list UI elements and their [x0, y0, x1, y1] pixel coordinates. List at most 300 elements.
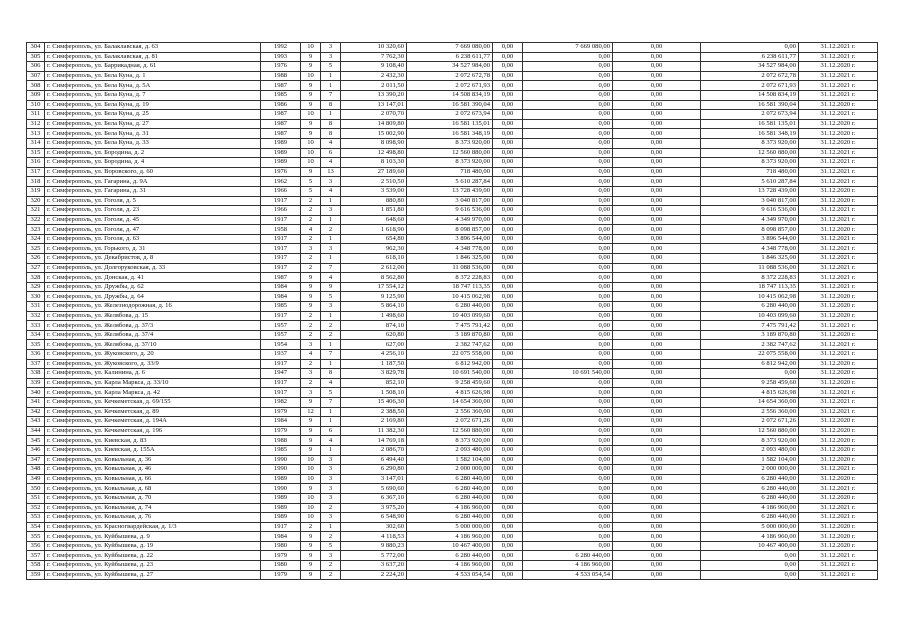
row-number: 323 [27, 225, 45, 235]
address-cell: г. Симферополь, ул. Желябова, д. 37/4 [45, 330, 261, 340]
address-cell: г. Симферополь, ул. Ковыльная, д. 46 [45, 465, 261, 475]
address-cell: г. Симферополь, ул. Гоголя, д. 23 [45, 206, 261, 216]
deadline-cell: 31.12.2021 г. [799, 350, 878, 360]
year-built-cell: 1980 [261, 541, 301, 551]
row-number: 340 [27, 388, 45, 398]
regional-funds-cell: 0,00 [523, 359, 613, 369]
table-row [27, 369, 878, 379]
floors-cell: 2 [301, 206, 321, 216]
floors-cell: 9 [301, 417, 321, 427]
year-built-cell: 1979 [261, 407, 301, 417]
housing-register-table [26, 42, 878, 580]
total-cost-cell: 8 373 920,00 [407, 436, 493, 446]
row-number: 314 [27, 138, 45, 148]
total-cost-cell: 10 467 400,00 [407, 541, 493, 551]
address-cell: г. Симферополь, ул. Гоголя, д. 5 [45, 196, 261, 206]
area-cell: 3 829,78 [341, 369, 407, 379]
table-row [27, 177, 878, 187]
table-row [27, 493, 878, 503]
address-cell: г. Симферополь, ул. Бородина, д. 4 [45, 158, 261, 168]
year-built-cell: 1917 [261, 234, 301, 244]
year-built-cell: 1987 [261, 110, 301, 120]
total-cost-cell: 6 280 440,00 [407, 513, 493, 523]
total-cost-cell: 2 072 671,93 [407, 81, 493, 91]
address-cell: г. Симферополь, ул. Бела Куна, д. 31 [45, 129, 261, 139]
regional-funds-cell: 0,00 [523, 62, 613, 72]
owner-funds-cell: 18 747 113,35 [701, 282, 799, 292]
deadline-cell: 31.12.2021 г. [799, 177, 878, 187]
year-built-cell: 1958 [261, 225, 301, 235]
entrances-cell: 3 [321, 551, 341, 561]
deadline-cell: 31.12.2020 г. [799, 369, 878, 379]
owner-funds-cell: 2 072 671,26 [701, 417, 799, 427]
local-funds-cell: 0,00 [613, 388, 701, 398]
deadline-cell: 31.12.2021 г. [799, 215, 878, 225]
year-built-cell: 1989 [261, 513, 301, 523]
floors-cell: 9 [301, 129, 321, 139]
area-cell: 17 554,12 [341, 282, 407, 292]
year-built-cell: 1989 [261, 148, 301, 158]
owner-funds-cell: 3 896 544,00 [701, 234, 799, 244]
floors-cell: 10 [301, 503, 321, 513]
floors-cell: 9 [301, 426, 321, 436]
deadline-cell: 31.12.2021 г. [799, 282, 878, 292]
federal-funds-cell: 0,00 [493, 196, 523, 206]
total-cost-cell: 6 280 440,00 [407, 484, 493, 494]
row-number: 343 [27, 417, 45, 427]
row-number: 355 [27, 532, 45, 542]
row-number: 329 [27, 282, 45, 292]
total-cost-cell: 12 560 880,00 [407, 148, 493, 158]
area-cell: 14 769,18 [341, 436, 407, 446]
row-number: 354 [27, 522, 45, 532]
address-cell: г. Симферополь, ул. Куйбышева, д. 9 [45, 532, 261, 542]
address-cell: г. Симферополь, ул. Ковыльная, д. 36 [45, 455, 261, 465]
deadline-cell: 31.12.2020 г. [799, 119, 878, 129]
regional-funds-cell: 0,00 [523, 129, 613, 139]
deadline-cell: 31.12.2020 г. [799, 522, 878, 532]
total-cost-cell: 7 475 791,42 [407, 321, 493, 331]
area-cell: 654,80 [341, 234, 407, 244]
year-built-cell: 1917 [261, 359, 301, 369]
federal-funds-cell: 0,00 [493, 407, 523, 417]
local-funds-cell: 0,00 [613, 455, 701, 465]
floors-cell: 12 [301, 407, 321, 417]
regional-funds-cell: 0,00 [523, 81, 613, 91]
entrances-cell: 2 [321, 532, 341, 542]
regional-funds-cell: 0,00 [523, 522, 613, 532]
total-cost-cell: 2 072 671,26 [407, 417, 493, 427]
federal-funds-cell: 0,00 [493, 321, 523, 331]
owner-funds-cell: 12 560 880,00 [701, 426, 799, 436]
owner-funds-cell: 34 527 984,00 [701, 62, 799, 72]
local-funds-cell: 0,00 [613, 119, 701, 129]
entrances-cell: 7 [321, 263, 341, 273]
address-cell: г. Симферополь, ул. Гоголя, д. 63 [45, 234, 261, 244]
entrances-cell: 7 [321, 350, 341, 360]
address-cell: г. Симферополь, ул. Гагарина, д. 31 [45, 186, 261, 196]
deadline-cell: 31.12.2021 г. [799, 52, 878, 62]
owner-funds-cell: 0,00 [701, 570, 799, 580]
entrances-cell: 1 [321, 254, 341, 264]
area-cell: 3 975,20 [341, 503, 407, 513]
table-row [27, 541, 878, 551]
address-cell: г. Симферополь, ул. Желябова, д. 15 [45, 311, 261, 321]
table-row [27, 263, 878, 273]
table-row [27, 215, 878, 225]
address-cell: г. Симферополь, ул. Красногвардейская, д. 1/3 [45, 522, 261, 532]
floors-cell: 9 [301, 167, 321, 177]
year-built-cell: 1917 [261, 311, 301, 321]
deadline-cell: 31.12.2021 г. [799, 484, 878, 494]
floors-cell: 2 [301, 321, 321, 331]
address-cell: г. Симферополь, ул. Желябова, д. 37/10 [45, 340, 261, 350]
regional-funds-cell: 0,00 [523, 196, 613, 206]
row-number: 310 [27, 100, 45, 110]
floors-cell: 2 [301, 234, 321, 244]
federal-funds-cell: 0,00 [493, 254, 523, 264]
local-funds-cell: 0,00 [613, 570, 701, 580]
local-funds-cell: 0,00 [613, 522, 701, 532]
area-cell: 5 690,60 [341, 484, 407, 494]
federal-funds-cell: 0,00 [493, 110, 523, 120]
local-funds-cell: 0,00 [613, 273, 701, 283]
regional-funds-cell: 0,00 [523, 100, 613, 110]
area-cell: 13 147,01 [341, 100, 407, 110]
year-built-cell: 1937 [261, 350, 301, 360]
row-number: 309 [27, 90, 45, 100]
owner-funds-cell: 4 186 960,00 [701, 503, 799, 513]
deadline-cell: 31.12.2021 г. [799, 244, 878, 254]
deadline-cell: 31.12.2020 г. [799, 129, 878, 139]
total-cost-cell: 14 654 360,00 [407, 397, 493, 407]
local-funds-cell: 0,00 [613, 350, 701, 360]
table-row [27, 81, 878, 91]
owner-funds-cell: 1 582 104,00 [701, 455, 799, 465]
floors-cell: 9 [301, 52, 321, 62]
row-number: 318 [27, 177, 45, 187]
year-built-cell: 1984 [261, 532, 301, 542]
row-number: 351 [27, 493, 45, 503]
entrances-cell: 4 [321, 273, 341, 283]
year-built-cell: 1980 [261, 561, 301, 571]
regional-funds-cell: 0,00 [523, 52, 613, 62]
floors-cell: 10 [301, 43, 321, 53]
federal-funds-cell: 0,00 [493, 100, 523, 110]
row-number: 334 [27, 330, 45, 340]
year-built-cell: 1992 [261, 43, 301, 53]
regional-funds-cell: 0,00 [523, 71, 613, 81]
table-row [27, 90, 878, 100]
regional-funds-cell: 0,00 [523, 234, 613, 244]
address-cell: г. Симферополь, ул. Куйбышева, д. 22 [45, 551, 261, 561]
owner-funds-cell: 8 373 920,00 [701, 436, 799, 446]
table-row [27, 388, 878, 398]
entrances-cell: 13 [321, 167, 341, 177]
total-cost-cell: 9 616 536,00 [407, 206, 493, 216]
floors-cell: 9 [301, 100, 321, 110]
deadline-cell: 31.12.2020 г. [799, 330, 878, 340]
deadline-cell: 31.12.2021 г. [799, 43, 878, 53]
regional-funds-cell: 6 280 440,00 [523, 551, 613, 561]
year-built-cell: 1979 [261, 551, 301, 561]
owner-funds-cell: 4 349 970,00 [701, 215, 799, 225]
owner-funds-cell: 8 373 920,00 [701, 138, 799, 148]
federal-funds-cell: 0,00 [493, 292, 523, 302]
entrances-cell: 4 [321, 378, 341, 388]
local-funds-cell: 0,00 [613, 43, 701, 53]
local-funds-cell: 0,00 [613, 186, 701, 196]
total-cost-cell: 4 348 778,00 [407, 244, 493, 254]
regional-funds-cell: 0,00 [523, 167, 613, 177]
regional-funds-cell: 0,00 [523, 445, 613, 455]
row-number: 337 [27, 359, 45, 369]
row-number: 344 [27, 426, 45, 436]
deadline-cell: 31.12.2021 г. [799, 321, 878, 331]
floors-cell: 9 [301, 541, 321, 551]
year-built-cell: 1962 [261, 177, 301, 187]
row-number: 317 [27, 167, 45, 177]
address-cell: г. Симферополь, ул. Баррикадная, д. 61 [45, 62, 261, 72]
row-number: 311 [27, 110, 45, 120]
year-built-cell: 1979 [261, 570, 301, 580]
deadline-cell: 31.12.2020 г. [799, 225, 878, 235]
table-row [27, 426, 878, 436]
floors-cell: 9 [301, 119, 321, 129]
entrances-cell: 3 [321, 244, 341, 254]
local-funds-cell: 0,00 [613, 436, 701, 446]
entrances-cell: 4 [321, 436, 341, 446]
year-built-cell: 1976 [261, 167, 301, 177]
local-funds-cell: 0,00 [613, 234, 701, 244]
address-cell: г. Симферополь, ул. Бела Куна, д. 5А [45, 81, 261, 91]
area-cell: 9 108,40 [341, 62, 407, 72]
local-funds-cell: 0,00 [613, 282, 701, 292]
total-cost-cell: 6 280 440,00 [407, 302, 493, 312]
table-row [27, 254, 878, 264]
total-cost-cell: 6 280 440,00 [407, 551, 493, 561]
total-cost-cell: 2 382 747,62 [407, 340, 493, 350]
area-cell: 8 103,30 [341, 158, 407, 168]
owner-funds-cell: 718 480,00 [701, 167, 799, 177]
owner-funds-cell: 6 280 440,00 [701, 493, 799, 503]
federal-funds-cell: 0,00 [493, 81, 523, 91]
owner-funds-cell: 2 072 672,78 [701, 71, 799, 81]
total-cost-cell: 6 280 440,00 [407, 474, 493, 484]
federal-funds-cell: 0,00 [493, 503, 523, 513]
owner-funds-cell: 11 088 536,00 [701, 263, 799, 273]
entrances-cell: 1 [321, 407, 341, 417]
address-cell: г. Симферополь, ул. Калинина, д. 6 [45, 369, 261, 379]
owner-funds-cell: 0,00 [701, 551, 799, 561]
deadline-cell: 31.12.2021 г. [799, 71, 878, 81]
owner-funds-cell: 9 616 536,00 [701, 206, 799, 216]
area-cell: 10 320,60 [341, 43, 407, 53]
entrances-cell: 1 [321, 359, 341, 369]
area-cell: 2 011,50 [341, 81, 407, 91]
table-row [27, 513, 878, 523]
federal-funds-cell: 0,00 [493, 43, 523, 53]
regional-funds-cell: 0,00 [523, 119, 613, 129]
deadline-cell: 31.12.2021 г. [799, 465, 878, 475]
local-funds-cell: 0,00 [613, 138, 701, 148]
row-number: 358 [27, 561, 45, 571]
area-cell: 9 880,23 [341, 541, 407, 551]
deadline-cell: 31.12.2020 г. [799, 311, 878, 321]
federal-funds-cell: 0,00 [493, 436, 523, 446]
table-row [27, 359, 878, 369]
address-cell: г. Симферополь, ул. Куйбышева, д. 23 [45, 561, 261, 571]
year-built-cell: 1979 [261, 426, 301, 436]
area-cell: 6 290,80 [341, 465, 407, 475]
address-cell: г. Симферополь, ул. Киевская, д. 83 [45, 436, 261, 446]
area-cell: 1 498,60 [341, 311, 407, 321]
year-built-cell: 1985 [261, 302, 301, 312]
local-funds-cell: 0,00 [613, 129, 701, 139]
federal-funds-cell: 0,00 [493, 302, 523, 312]
row-number: 350 [27, 484, 45, 494]
row-number: 342 [27, 407, 45, 417]
local-funds-cell: 0,00 [613, 378, 701, 388]
floors-cell: 3 [301, 244, 321, 254]
entrances-cell: 8 [321, 100, 341, 110]
regional-funds-cell: 0,00 [523, 474, 613, 484]
area-cell: 3 539,00 [341, 186, 407, 196]
floors-cell: 10 [301, 474, 321, 484]
regional-funds-cell: 7 669 080,00 [523, 43, 613, 53]
year-built-cell: 1993 [261, 52, 301, 62]
owner-funds-cell: 10 467 400,00 [701, 541, 799, 551]
regional-funds-cell: 0,00 [523, 541, 613, 551]
local-funds-cell: 0,00 [613, 167, 701, 177]
entrances-cell: 2 [321, 330, 341, 340]
federal-funds-cell: 0,00 [493, 532, 523, 542]
deadline-cell: 31.12.2020 г. [799, 417, 878, 427]
local-funds-cell: 0,00 [613, 254, 701, 264]
area-cell: 648,60 [341, 215, 407, 225]
floors-cell: 2 [301, 522, 321, 532]
regional-funds-cell: 0,00 [523, 350, 613, 360]
regional-funds-cell: 0,00 [523, 110, 613, 120]
entrances-cell: 9 [321, 282, 341, 292]
federal-funds-cell: 0,00 [493, 186, 523, 196]
address-cell: г. Симферополь, ул. Гагарина, д. 9А [45, 177, 261, 187]
local-funds-cell: 0,00 [613, 359, 701, 369]
entrances-cell: 1 [321, 196, 341, 206]
row-number: 305 [27, 52, 45, 62]
entrances-cell: 7 [321, 90, 341, 100]
regional-funds-cell: 4 533 054,54 [523, 570, 613, 580]
address-cell: г. Симферополь, ул. Желябова, д. 37/3 [45, 321, 261, 331]
year-built-cell: 1984 [261, 282, 301, 292]
federal-funds-cell: 0,00 [493, 417, 523, 427]
entrances-cell: 3 [321, 43, 341, 53]
local-funds-cell: 0,00 [613, 206, 701, 216]
row-number: 336 [27, 350, 45, 360]
entrances-cell: 3 [321, 302, 341, 312]
owner-funds-cell: 16 581 135,01 [701, 119, 799, 129]
owner-funds-cell: 2 556 360,00 [701, 407, 799, 417]
address-cell: г. Симферополь, ул. Ковыльная, д. 76 [45, 513, 261, 523]
deadline-cell: 31.12.2021 г. [799, 206, 878, 216]
deadline-cell: 31.12.2021 г. [799, 551, 878, 561]
local-funds-cell: 0,00 [613, 551, 701, 561]
address-cell: г. Симферополь, ул. Долгоруковская, д. 33 [45, 263, 261, 273]
federal-funds-cell: 0,00 [493, 263, 523, 273]
address-cell: г. Симферополь, ул. Гоголя, д. 47 [45, 225, 261, 235]
owner-funds-cell: 1 846 325,00 [701, 254, 799, 264]
regional-funds-cell: 0,00 [523, 340, 613, 350]
owner-funds-cell: 2 382 747,62 [701, 340, 799, 350]
area-cell: 618,10 [341, 254, 407, 264]
local-funds-cell: 0,00 [613, 445, 701, 455]
year-built-cell: 1987 [261, 129, 301, 139]
year-built-cell: 1947 [261, 369, 301, 379]
owner-funds-cell: 0,00 [701, 369, 799, 379]
row-number: 346 [27, 445, 45, 455]
regional-funds-cell: 0,00 [523, 513, 613, 523]
row-number: 328 [27, 273, 45, 283]
owner-funds-cell: 4 348 778,00 [701, 244, 799, 254]
regional-funds-cell: 0,00 [523, 292, 613, 302]
local-funds-cell: 0,00 [613, 52, 701, 62]
total-cost-cell: 1 582 104,00 [407, 455, 493, 465]
deadline-cell: 31.12.2020 г. [799, 474, 878, 484]
row-number: 345 [27, 436, 45, 446]
address-cell: г. Симферополь, ул. Железнодорожная, д. 16 [45, 302, 261, 312]
floors-cell: 9 [301, 484, 321, 494]
area-cell: 6 494,40 [341, 455, 407, 465]
row-number: 359 [27, 570, 45, 580]
row-number: 319 [27, 186, 45, 196]
table-row [27, 62, 878, 72]
address-cell: г. Симферополь, ул. Ковыльная, д. 74 [45, 503, 261, 513]
entrances-cell: 5 [321, 62, 341, 72]
table-row [27, 417, 878, 427]
deadline-cell: 31.12.2021 г. [799, 254, 878, 264]
area-cell: 3 147,01 [341, 474, 407, 484]
floors-cell: 2 [301, 378, 321, 388]
row-number: 339 [27, 378, 45, 388]
floors-cell: 10 [301, 465, 321, 475]
federal-funds-cell: 0,00 [493, 513, 523, 523]
floors-cell: 2 [301, 330, 321, 340]
regional-funds-cell: 4 186 960,00 [523, 561, 613, 571]
federal-funds-cell: 0,00 [493, 378, 523, 388]
deadline-cell: 31.12.2021 г. [799, 388, 878, 398]
owner-funds-cell: 10 403 099,60 [701, 311, 799, 321]
address-cell: г. Симферополь, ул. Кечкеметская, д. 89 [45, 407, 261, 417]
owner-funds-cell: 14 508 834,19 [701, 90, 799, 100]
regional-funds-cell: 0,00 [523, 302, 613, 312]
floors-cell: 9 [301, 292, 321, 302]
row-number: 357 [27, 551, 45, 561]
total-cost-cell: 16 581 390,04 [407, 100, 493, 110]
year-built-cell: 1976 [261, 62, 301, 72]
year-built-cell: 1989 [261, 503, 301, 513]
address-cell: г. Симферополь, ул. Жуковского, д. 20 [45, 350, 261, 360]
regional-funds-cell: 0,00 [523, 532, 613, 542]
row-number: 306 [27, 62, 45, 72]
local-funds-cell: 0,00 [613, 474, 701, 484]
entrances-cell: 1 [321, 71, 341, 81]
year-built-cell: 1988 [261, 436, 301, 446]
floors-cell: 3 [301, 340, 321, 350]
area-cell: 302,60 [341, 522, 407, 532]
total-cost-cell: 3 040 817,00 [407, 196, 493, 206]
total-cost-cell: 16 581 348,19 [407, 129, 493, 139]
regional-funds-cell: 0,00 [523, 206, 613, 216]
